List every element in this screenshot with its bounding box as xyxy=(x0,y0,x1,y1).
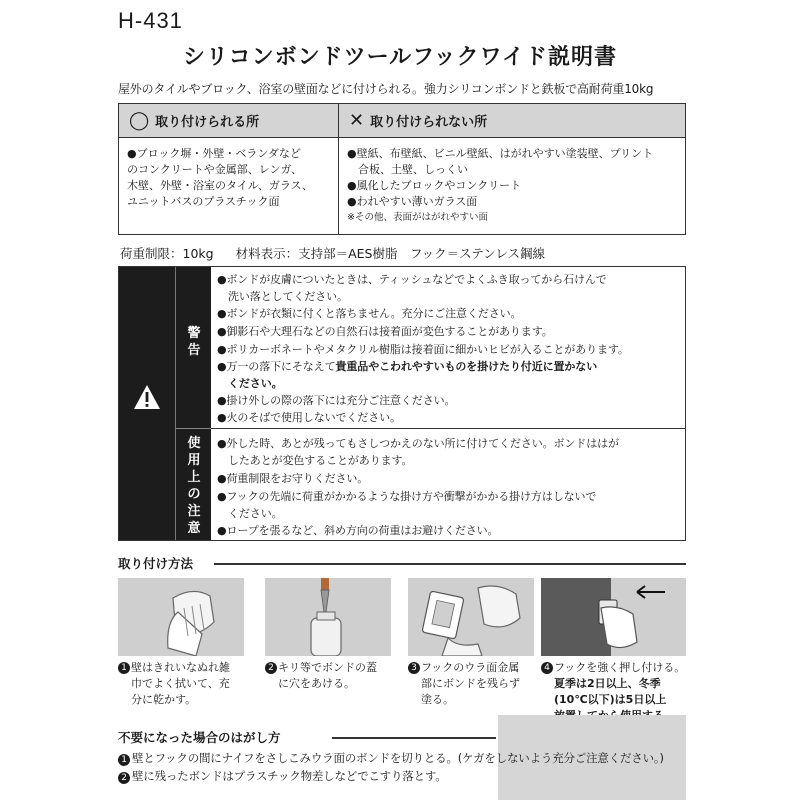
removal-heading: 不要になった場合のはがし方 xyxy=(118,730,281,745)
warning-line: ●掛け外しの際の落下には充分ご注意ください。 xyxy=(217,394,456,407)
step-line: (10℃以下)は5日以上 xyxy=(554,693,667,706)
warning-sidebar xyxy=(119,267,175,540)
list-item: ●ブロック塀・外壁・ベランダなど xyxy=(127,147,301,160)
step-3-illustration xyxy=(408,578,534,656)
step-number: 1 xyxy=(118,754,130,766)
load-limit: 荷重制限：10kg xyxy=(120,246,214,261)
list-item: ●壁紙、布壁紙、ビニル壁紙、はがれやすい塗装壁、プリント xyxy=(347,147,654,160)
attachable-list xyxy=(119,138,338,218)
step-line: 部にボンドを残らず xyxy=(421,677,520,690)
heading-rule xyxy=(214,563,686,565)
not-attachable-column xyxy=(339,104,685,234)
removal-step-2 xyxy=(118,768,447,784)
step-2-illustration xyxy=(265,578,391,656)
caution-line: ●ロープを張るなど、斜め方向の荷重はお避けください。 xyxy=(217,524,499,537)
list-item: のコンクリートや金属部、レンガ、 xyxy=(127,163,303,176)
attachable-heading: 取り付けられる所 xyxy=(155,115,260,130)
step-line: 壁はきれいなぬれ雑 xyxy=(131,661,230,674)
warning-labels xyxy=(175,267,211,540)
warning-line: ●ポリカーボネートやメタクリル樹脂は接着面に細かいヒビが入ることがあります。 xyxy=(217,343,629,356)
warning-box xyxy=(118,266,686,541)
list-note: ※その他、表面がはがれやすい面 xyxy=(347,212,488,223)
step-1-text xyxy=(118,660,230,708)
step-line: キリ等でボンドの蓋 xyxy=(278,661,377,674)
step-3-text xyxy=(408,660,520,708)
warning-line: ●火のそばで使用しないでください。 xyxy=(217,411,401,424)
warning-line: 洗い落としてください。 xyxy=(228,290,348,303)
step-number: 2 xyxy=(118,772,130,784)
not-attachable-header xyxy=(339,104,685,138)
warning-line: ください。 xyxy=(228,377,283,390)
step-number: 3 xyxy=(408,662,420,674)
list-item: 合板、土壁、しっくい xyxy=(358,163,468,176)
warning-line: ●御影石や大理石などの自然石は接着面が変色することがあります。 xyxy=(217,325,553,338)
not-attachable-heading: 取り付けられない所 xyxy=(370,115,488,130)
step-number: 2 xyxy=(265,662,277,674)
removal-text: 壁とフックの間にナイフをさしこみウラ面のボンドを切りとる。(ケガをしないよう充分ご注意ください。) xyxy=(132,751,664,765)
caution-line: ●外した時、あとが残ってもさしつかえのない所に付けてください。ボンドははが xyxy=(217,437,619,450)
product-code: H-431 xyxy=(118,8,183,33)
warning-bold-text: 貴重品やこわれやすいものを掛けたり付近に置かない xyxy=(335,360,598,373)
caution-line: したあとが変色することがあります。 xyxy=(228,454,413,467)
step-line: 巾でよく拭いて、充 xyxy=(131,677,230,690)
list-item: 木壁、外壁・浴室のタイル、ガラス、 xyxy=(127,179,313,192)
not-attachable-list xyxy=(339,138,685,234)
page-title: シリコンボンドツールフックワイド説明書 xyxy=(183,45,617,70)
list-item: ●風化したブロックやコンクリート xyxy=(347,179,522,192)
warning-line: ●ボンドが衣類に付くと落ちません。充分にご注意ください。 xyxy=(217,307,522,320)
step-line: 塗る。 xyxy=(421,693,454,706)
cross-icon: ✕ xyxy=(349,110,365,131)
step-1-illustration xyxy=(118,578,244,656)
step-2-text xyxy=(265,660,377,692)
section-divider xyxy=(211,428,685,429)
list-item: ●われやすい薄いガラス面 xyxy=(347,195,478,208)
step-line: に穴をあける。 xyxy=(278,677,355,690)
removal-text: 壁に残ったボンドはプラスチック物差しなどでこすり落とす。 xyxy=(132,769,447,783)
attachable-column xyxy=(119,104,339,234)
caution-label: 使用上の注意 xyxy=(187,436,201,536)
subtitle: 屋外のタイルやブロック、浴室の壁面などに付けられる。強力シリコンボンドと鉄板で高耐荷重10kg xyxy=(118,82,654,96)
circle-icon: ◯ xyxy=(129,110,150,131)
material-label: 材料表示：支持部＝AES樹脂 フック＝ステンレス鋼線 xyxy=(235,246,546,261)
caution-line: ●フックの先端に荷重がかかるような掛け方や衝撃がかかる掛け方はしないで xyxy=(217,490,597,503)
heading-rule xyxy=(332,737,496,739)
attachable-header xyxy=(119,104,338,138)
attach-location-table xyxy=(118,103,686,235)
step-line: 夏季は2日以上、冬季 xyxy=(554,677,661,690)
method-heading: 取り付け方法 xyxy=(118,556,194,571)
step-4-illustration xyxy=(541,578,686,656)
caution-line: ●荷重制限をお守りください。 xyxy=(217,472,369,485)
step-line: 分に乾かす。 xyxy=(131,693,197,706)
removal-step-1 xyxy=(118,750,664,766)
warning-line xyxy=(217,358,597,374)
warning-text-part: ●万一の落下にそなえて xyxy=(217,360,336,373)
warning-icon xyxy=(133,384,161,410)
step-number: 1 xyxy=(118,662,130,674)
warning-line: ●ボンドが皮膚についたときは、ティッシュなどでよくふき取ってから石けんで xyxy=(217,273,607,286)
step-line: フックを強く押し付ける。 xyxy=(554,661,686,674)
label-divider xyxy=(176,428,212,429)
spec-line xyxy=(120,244,563,262)
step-line: フックのウラ面金属 xyxy=(421,661,520,674)
step-number: 4 xyxy=(541,662,553,674)
warning-label: 警告 xyxy=(187,326,201,358)
list-item: ユニットバスのプラスチック面 xyxy=(127,195,280,208)
caution-line: ください。 xyxy=(228,507,283,520)
